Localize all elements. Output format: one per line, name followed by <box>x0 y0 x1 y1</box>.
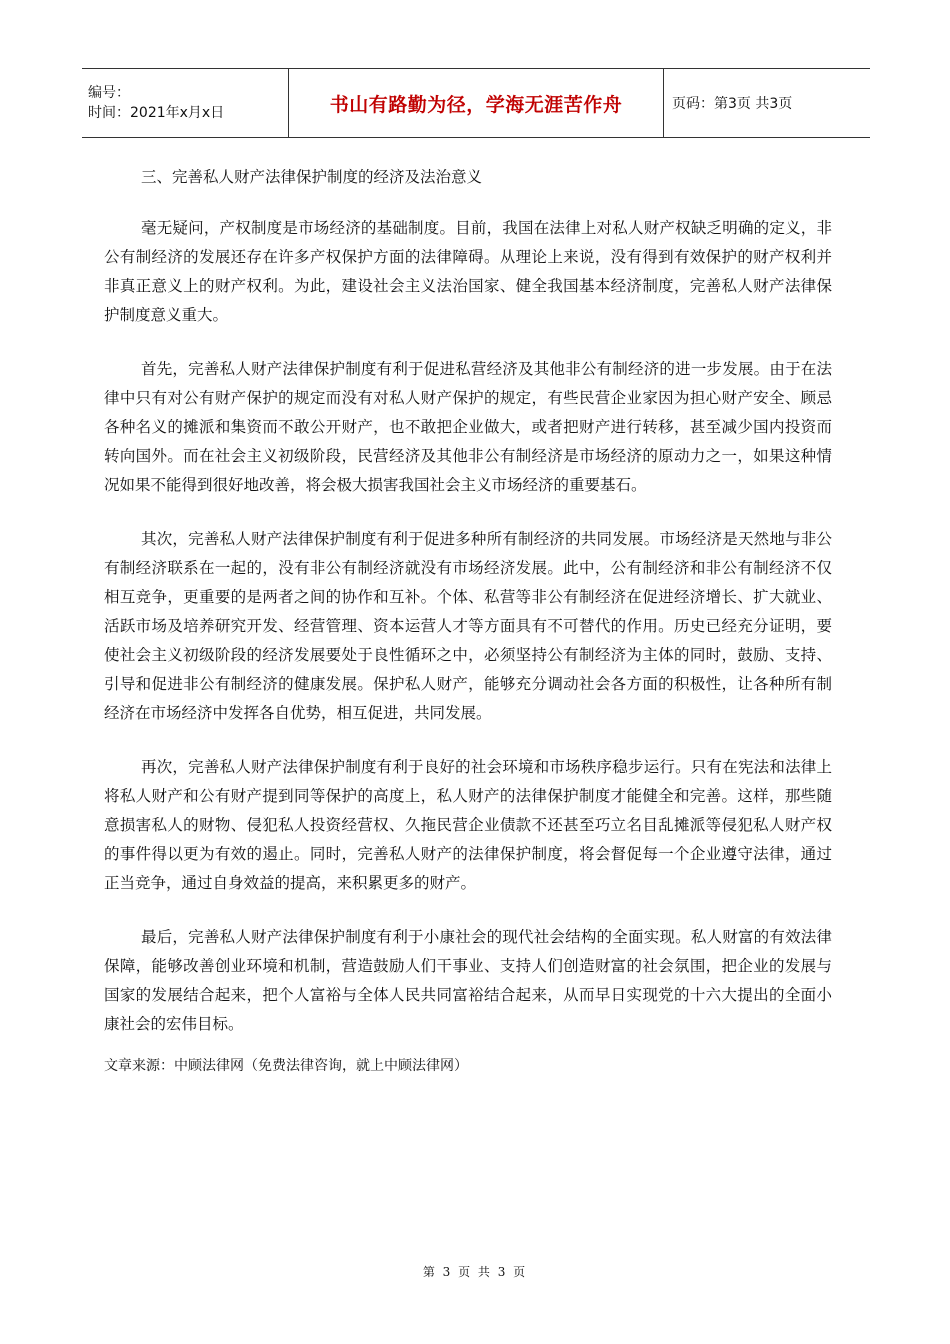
document-number-label: 编号： <box>88 85 130 101</box>
header-meta <box>82 69 288 137</box>
paragraph-4: 再次，完善私人财产法律保护制度有利于良好的社会环境和市场秩序稳步运行。只有在宪法和法律上将私人财产和公有财产提到同等保护的高度上，私人财产的法律保护制度才能健全和完善。这样，那些随意损害私人的财物、侵犯私人投资经营权、久拖民营企业债款不还甚至巧立名目乱摊派等侵犯私人财产权的事件得以更为有效的遏止。同时，完善私人财产的法律保护制度，将会督促每一个企业遵守法律，通过正当竞争，通过自身效益的提高，来积累更多的财产。 <box>104 758 832 892</box>
document-body <box>104 162 832 1078</box>
article-source: 文章来源：中顾法律网（免费法律咨询，就上中顾法律网） <box>104 1058 468 1074</box>
page-footer: 第 3 页 共 3 页 <box>422 1265 528 1279</box>
page-header <box>82 68 870 138</box>
document-date-label: 时间：2021年x月x日 <box>88 105 225 121</box>
page-number-label: 页码：第3页 共3页 <box>672 96 793 112</box>
motto-text: 书山有路勤为径，学海无涯苦作舟 <box>329 93 623 116</box>
paragraph-2: 首先，完善私人财产法律保护制度有利于促进私营经济及其他非公有制经济的进一步发展。由于在法律中只有对公有财产保护的规定而没有对私人财产保护的规定，有些民营企业家因为担心财产安全、顾忌各种名义的摊派和集资而不敢公开财产，也不敢把企业做大，或者把财产进行转移，甚至减少国内投资而转向国外。而在社会主义初级阶段，民营经济及其他非公有制经济是市场经济的原动力之一，如果这种情况如果不能得到很好地改善，将会极大损害我国社会主义市场经济的重要基石。 <box>104 360 832 494</box>
paragraph-3: 其次，完善私人财产法律保护制度有利于促进多种所有制经济的共同发展。市场经济是天然地与非公有制经济联系在一起的，没有非公有制经济就没有市场经济发展。此中，公有制经济和非公有制经济不仅相互竞争，更重要的是两者之间的协作和互补。个体、私营等非公有制经济在促进经济增长、扩大就业、活跃市场及培养研究开发、经营管理、资本运营人才等方面具有不可替代的作用。历史已经充分证明，要使社会主义初级阶段的经济发展要处于良性循环之中，必须坚持公有制经济为主体的同时，鼓励、支持、引导和促进非公有制经济的健康发展。保护私人财产，能够充分调动社会各方面的积极性，让各种所有制经济在市场经济中发挥各自优势，相互促进，共同发展。 <box>104 530 832 722</box>
paragraph-1: 毫无疑问，产权制度是市场经济的基础制度。目前，我国在法律上对私人财产权缺乏明确的定义，非公有制经济的发展还存在许多产权保护方面的法律障碍。从理论上来说，没有得到有效保护的财产权利并非真正意义上的财产权利。为此，建设社会主义法治国家、健全我国基本经济制度，完善私人财产法律保护制度意义重大。 <box>104 219 832 324</box>
header-page-info <box>664 69 870 137</box>
header-motto <box>288 69 664 137</box>
paragraph-5: 最后，完善私人财产法律保护制度有利于小康社会的现代社会结构的全面实现。私人财富的有效法律保障，能够改善创业环境和机制，营造鼓励人们干事业、支持人们创造财富的社会氛围，把企业的发展与国家的发展结合起来，把个人富裕与全体人民共同富裕结合起来，从而早日实现党的十六大提出的全面小康社会的宏伟目标。 <box>104 928 832 1033</box>
section-title: 三、完善私人财产法律保护制度的经济及法治意义 <box>141 168 483 186</box>
